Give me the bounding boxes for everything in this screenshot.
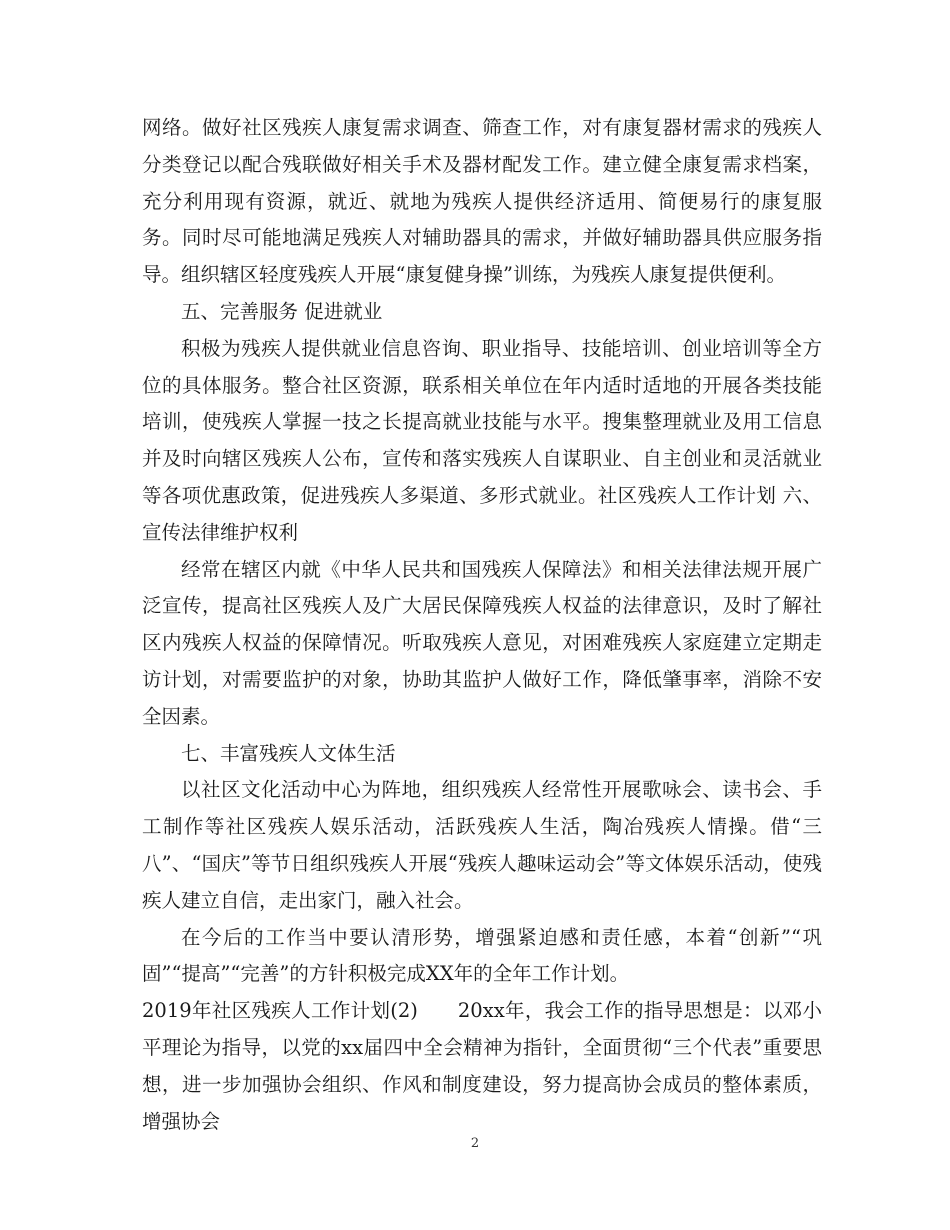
section-heading-employment: 五、完善服务 促进就业 bbox=[181, 299, 383, 323]
page-number: 2 bbox=[470, 1136, 480, 1151]
section-heading-culture-sports: 七、丰富残疾人文体生活 bbox=[181, 741, 396, 765]
paragraph-legal-rights: 经常在辖区内就《中华人民共和国残疾人保障法》和相关法律法规开展广泛宣传，提高社区残疾人及广大居民保障残疾人权益的法律意识，及时了解社区内残疾人权益的保障情况。听取残疾人意见，对困难残疾人家庭建立定期走访计划，对需要监护的对象，协助其监护人做好工作，降低肇事率，消除不安全因素。 bbox=[142, 557, 822, 728]
document-body bbox=[142, 110, 822, 1140]
paragraph-future-work: 在今后的工作当中要认清形势，增强紧迫感和责任感，本着“创新”“巩固”“提高”“完善”的方针积极完成XX年的全年工作计划。 bbox=[142, 925, 822, 986]
paragraph-cultural-activities: 以社区文化活动中心为阵地，组织残疾人经常性开展歌咏会、读书会、手工制作等社区残疾人娱乐活动，活跃残疾人生活，陶冶残疾人情操。借“三八”、“国庆”等节日组织残疾人开展“残疾人趣味运动会”等文体娱乐活动，使残疾人建立自信，走出家门，融入社会。 bbox=[142, 778, 822, 912]
paragraph-rehab-network: 网络。做好社区残疾人康复需求调查、筛查工作，对有康复器材需求的残疾人分类登记以配合残联做好相关手术及器材配发工作。建立健全康复需求档案，充分利用现有资源，就近、就地为残疾人提供经济适用、简便易行的康复服务。同时尽可能地满足残疾人对辅助器具的需求，并做好辅助器具供应服务指导。组织辖区轻度残疾人开展“康复健身操”训练，为残疾人康复提供便利。 bbox=[142, 116, 822, 287]
paragraph-employment-services: 积极为残疾人提供就业信息咨询、职业指导、技能培训、创业培训等全方位的具体服务。整合社区资源，联系相关单位在年内适时适地的开展各类技能培训，使残疾人掌握一技之长提高就业技能与水平。搜集整理就业及用工信息并及时向辖区残疾人公布，宣传和落实残疾人自谋职业、自主创业和灵活就业等各项优惠政策，促进残疾人多渠道、多形式就业。社区残疾人工作计划 六、宣传法律维护权利 bbox=[142, 336, 822, 544]
paragraph-plan-2: 2019年社区残疾人工作计划(2) 20xx年，我会工作的指导思想是：以邓小平理论为指导，以党的xx届四中全会精神为指针，全面贯彻“三个代表”重要思想，进一步加强协会组织、作风和制度建设，努力提高协会成员的整体素质，增强协会 bbox=[142, 999, 822, 1133]
